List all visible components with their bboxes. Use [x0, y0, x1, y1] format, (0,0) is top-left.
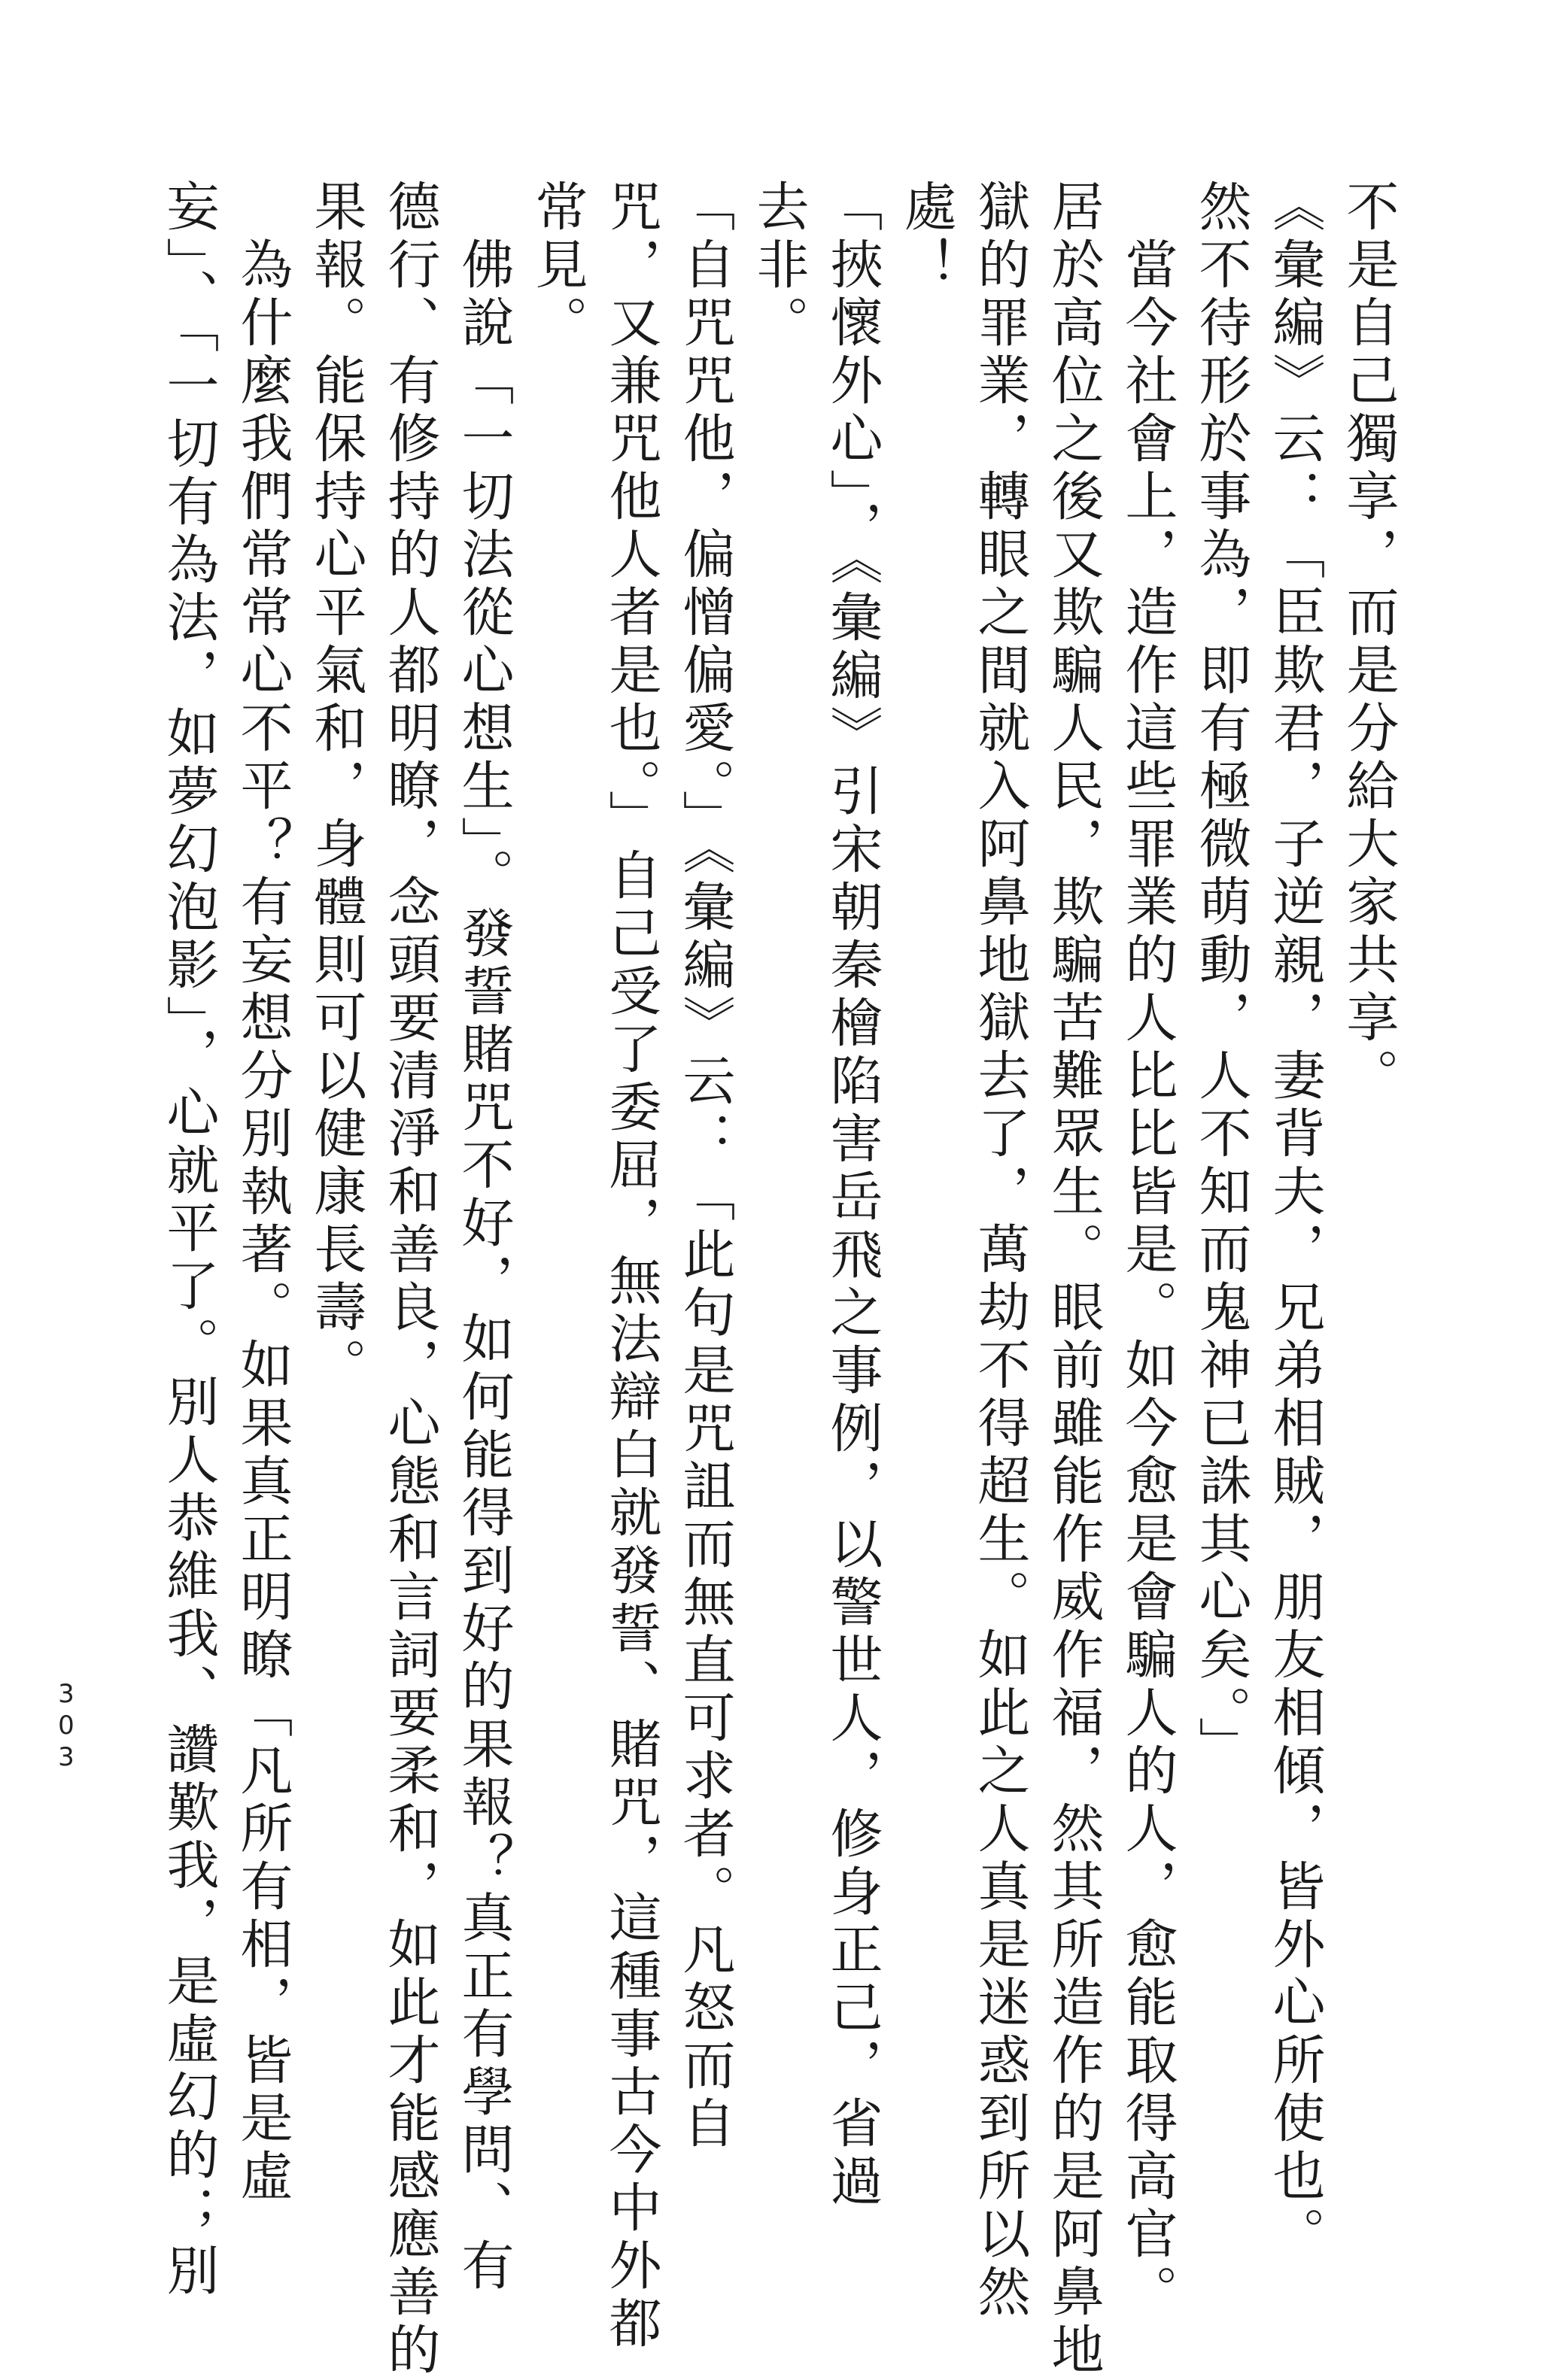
- text-line: 為什麼我們常常心不平？有妄想分別執著。如果真正明瞭「凡所有相，皆是虛: [232, 179, 293, 2206]
- text-line: 去非。: [748, 179, 810, 353]
- text-line: 當今社會上，造作這些罪業的人比比皆是。如今愈是會騙人的人，愈能取得高官。: [1117, 179, 1178, 2322]
- text-line: 常見。: [527, 179, 588, 353]
- text-line: 佛說「一切法從心想生」。發誓賭咒不好，如何能得到好的果報？真正有學問、有: [453, 179, 515, 2296]
- text-line: 「自咒咒他，偏憎偏愛。」《彙編》云：「此句是咒詛而無直可求者。凡怒而自: [674, 179, 736, 2154]
- text-line: 處！: [895, 179, 957, 295]
- text-line: 然不待形於事為，即有極微萌動，人不知而鬼神已誅其心矣。」: [1190, 179, 1252, 1774]
- text-line: 妄」、「一切有為法，如夢幻泡影」，心就平了。別人恭維我、讚歎我，是虛幻的；別: [158, 179, 220, 2301]
- text-line: 咒，又兼咒他人者是也。」自己受了委屈，無法辯白就發誓、賭咒，這種事古今中外都: [600, 179, 662, 2354]
- text-line: 果報。能保持心平氣和，身體則可以健康長壽。: [305, 179, 367, 1395]
- page-number: 303: [51, 1679, 81, 1774]
- body-text: [152, 179, 1406, 2380]
- text-line: 「挾懷外心」，《彙編》引宋朝秦檜陷害岳飛之事例，以警世人，修身正己，省過: [822, 179, 883, 2212]
- text-line: 獄的罪業，轉眼之間就入阿鼻地獄去了，萬劫不得超生。如此之人真是迷惑到所以然: [969, 179, 1031, 2322]
- text-line: 不是自己獨享，而是分給大家共享。: [1338, 179, 1400, 1106]
- text-line: 德行、有修持的人都明瞭，念頭要清淨和善良，心態和言詞要柔和，如此才能感應善的: [379, 179, 441, 2380]
- text-line: 居於高位之後又欺騙人民，欺騙苦難眾生。眼前雖能作威作福，然其所造作的是阿鼻地: [1043, 179, 1105, 2380]
- text-line: 《彙編》云：「臣欺君，子逆親，妻背夫，兄弟相賊，朋友相傾，皆外心所使也。: [1264, 179, 1326, 2264]
